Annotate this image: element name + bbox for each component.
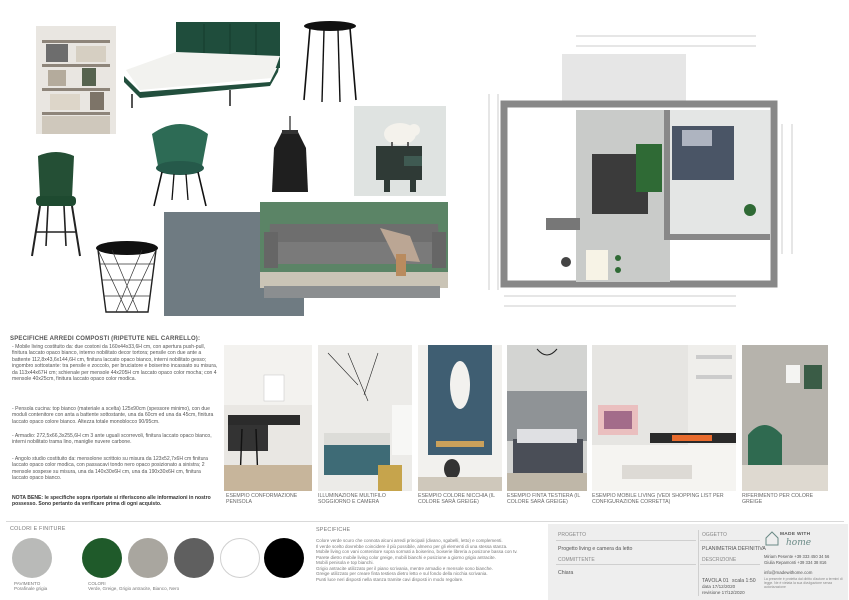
progetto-value: Progetto living e camera da letto (558, 546, 633, 552)
color-swatch (174, 538, 214, 578)
committente-value: Chiara (558, 570, 574, 576)
caption-penisola: ESEMPIO CONFORMAZIONE PENISOLA (226, 493, 298, 506)
specifiche-line: Greige utilizzato per creare finta testiera dietro letto e sul fondo della nicchia scrivania. (316, 571, 488, 576)
scala: scala 1:50 (732, 578, 756, 584)
caption-finta-testiera: ESEMPIO FINTA TESTIERA (IL COLORE SARÀ GREIGE) (507, 493, 581, 506)
brand-top: MADE WITH (780, 532, 811, 537)
green-velvet-bed-image (120, 16, 290, 112)
specifiche-line: Mobili penisola e top bianchi. (316, 560, 374, 565)
spec-studio: - Angolo studio costituito da: mensolone scrittoio su misura da 123x52,7x6H cm finitura laccato opaco color modica, con passacavi tondo nero opaco posizionato a sinistra; 2 mensole sospese su misura, una da 140x30x6H cm, una da 190x30x6H cm, finitura laccato opaco bianco. (12, 456, 208, 482)
specifiche-line: Punti luce neri disposti nella stanza tramite cavi disposti in modo regolare. (316, 576, 464, 582)
specifiche-text (316, 538, 538, 582)
disclaimer: La presente è protetta dal diritto d'autore a termini di legge. Ne è vietata la sua divulgazione senza autorizzazione (764, 577, 843, 589)
bar-stool-image (22, 146, 90, 258)
contact-2: Giulia Repamonti +39 334 38 816 (764, 560, 827, 565)
title-block (548, 524, 848, 600)
wire-basket-table-image (92, 236, 162, 318)
progetto-label: PROGETTO (558, 532, 586, 538)
bookshelf-image (36, 26, 116, 134)
specifiche-line: Grigio antracite utilizzato per il piano scrivania, mentre armadio e mensole sono bianche. (316, 565, 493, 571)
descrizione-label: DESCRIZIONE (702, 557, 737, 563)
caption-mobile-living: ESEMPIO MOBILE LIVING (VEDI SHOPPING LIST PER CONFIGURAZIONE CORRETTA) (592, 493, 724, 506)
specifiche-heading: SPECIFICHE (316, 527, 351, 533)
color-swatch (220, 538, 260, 578)
color-swatch (12, 538, 52, 578)
committente-label: COMMITTENTE (558, 557, 595, 563)
spec-living: - Mobile living costituito da: due costoni da 160x44x33,6H cm, con apertura push-pull, finitura laccato opaco bianco, interno nobilitato decor tortora; pensile con due ante a battente 112,8x43,6x144,6H cm, finitura laccato opaco bianco, interni nobilitato gesso; ingombro sottostante: tra pensile e zoccolo, per bruciatore e boiserino incassato su misura, da 113x44x67H cm; schienale per mensole 44x205H cm laccato opaco color mocha; con 4 mensole 40x25cm, finitura laccato opaco color modica. (12, 344, 218, 383)
data: data 17/12/2020 (702, 584, 736, 589)
fabric-swatch-image (264, 286, 440, 298)
oggetto-value: PLANIMETRIA DEFINITIVA (702, 546, 766, 552)
color-swatch (128, 538, 168, 578)
photo-multifilo (318, 345, 412, 491)
color-swatch (82, 538, 122, 578)
color-swatch (264, 538, 304, 578)
black-tray-table-image (300, 18, 360, 104)
spec-armadio: - Armadio: 272,5x66,3x255,6H cm 3 ante uguali scorrevoli, finitura laccato opaco bianco, interni nobilitato trama lino, maniglie nuvere carbone. (12, 433, 212, 446)
footer-divider (6, 521, 844, 522)
colors-heading: COLORI E FINITURE (10, 526, 66, 532)
floor-plan (486, 14, 820, 316)
caption-nicchia: ESEMPIO COLORE NICCHIA (IL COLORE SARÀ GREIGE) (418, 493, 495, 506)
revisione: revisione 17/12/2020 (702, 590, 745, 595)
floor-label: PAVIMENTO (14, 581, 41, 586)
specifiche-line: Parete dietro mobile living color greige, mobili bianchi e posizione a giorno grigio antracite. (316, 554, 496, 560)
floor-value: Porafinale grigia (14, 586, 48, 591)
sheep-ornament-side-table-image (354, 106, 446, 196)
photo-nicchia (418, 345, 502, 491)
photo-penisola (224, 345, 312, 491)
specifiche-line: Colore verde scuro che connota alcuni arredi principali (divano, sgabelli, letto) e complementi. (316, 538, 503, 543)
photo-mobile-living (592, 345, 736, 491)
specs-title: SPECIFICHE ARREDI COMPOSTI (RIPETUTE NEL CARRELLO): (10, 336, 201, 342)
green-chair-image (144, 116, 216, 208)
house-logo-icon (764, 530, 780, 546)
contact-1: Miriam Pesente +39 333 450 34 56 (764, 554, 830, 559)
grey-sofa-image (260, 202, 448, 288)
email: info@madewithome.com (764, 570, 813, 575)
caption-multifilo: ILLUMINAZIONE MULTIFILO SOGGIORNO E CAMERA (318, 493, 386, 506)
specifiche-line: Mobile living con vani contenitore sopra sormati a boiserino, boiserie libreria a posizone bassa con tv. (316, 549, 518, 554)
photo-finta-testiera (507, 345, 587, 491)
caption-greige: RIFERIMENTO PER COLORE GREIGE (742, 493, 814, 506)
specifiche-line: Il verde scelto dovrebbe coincidere il più possibile, almeno per gli elementi di una stessa stanza. (316, 543, 508, 549)
brand-bottom: home (786, 538, 812, 548)
oggetto-label: OGGETTO (702, 532, 727, 538)
colors-value: Verde, Greige, Grigio antracite, Bianco, Nero (88, 586, 180, 591)
nota-bene: NOTA BENE: le specifiche sopra riportate si riferiscono alle informazioni in nostro possesso. Sono pertanto da verificare prima di ogni acquisto. (12, 495, 211, 508)
photo-greige (742, 345, 828, 491)
spec-penisola: - Pensola cucina: top bianco (materiale a scelta) 125x90cm (spessore minimo), con due moduli contenitore con anta a battente sottostante, una da 60cm ed una da 45cm, finitura laccato opaco colore bianco. Altezza totale monoblocco 90/95cm. (12, 406, 214, 425)
colors-label: COLORI (88, 581, 106, 586)
tavola: TAVOLA 01 (702, 578, 729, 584)
black-pendant-lamp-image (262, 116, 318, 198)
